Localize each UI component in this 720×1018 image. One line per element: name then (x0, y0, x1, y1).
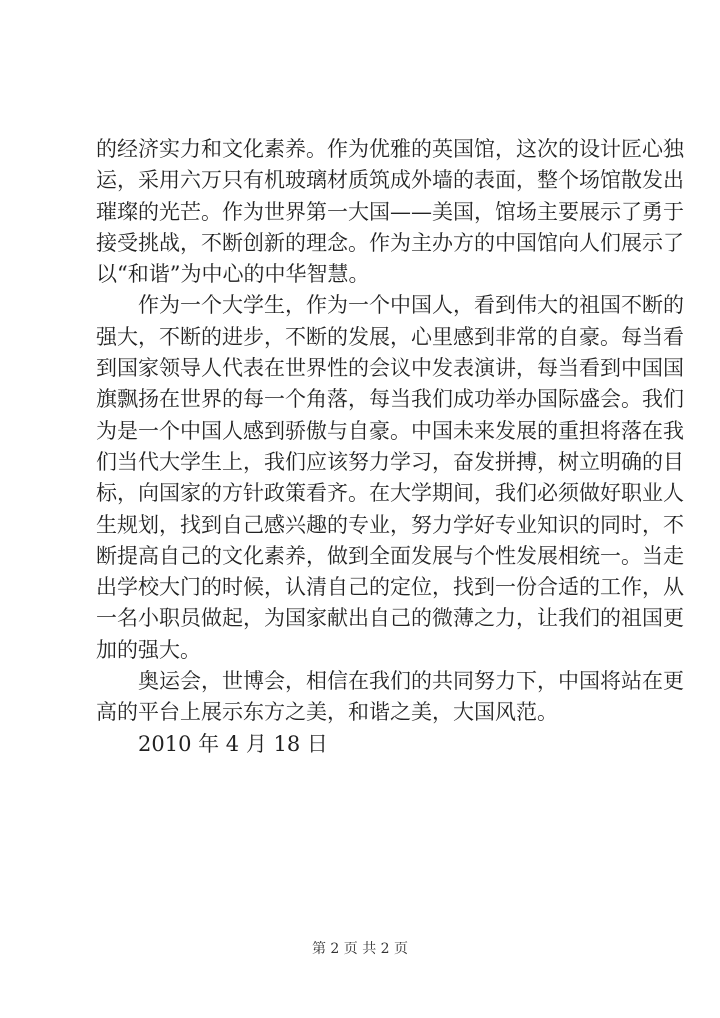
text-line: 加的强大。 (96, 637, 201, 662)
text-line: 们当代大学生上，我们应该努力学习，奋发拼搏，树立明确的目 (96, 449, 684, 474)
text-line: 璀璨的光芒。作为世界第一大国——美国，馆场主要展示了勇于 (96, 199, 684, 224)
text-line: 出学校大门的时候，认清自己的定位，找到一份合适的工作，从 (96, 575, 684, 600)
text-line: 的经济实力和文化素养。作为优雅的英国馆，这次的设计匠心独 (96, 137, 684, 161)
text-line: 作为一个大学生，作为一个中国人，看到伟大的祖国不断的 (138, 293, 684, 318)
text-line: 接受挑战，不断创新的理念。作为主办方的中国馆向人们展示了 (96, 230, 684, 255)
text-line: 生规划，找到自己感兴趣的专业，努力学好专业知识的同时，不 (96, 512, 684, 537)
text-line: 一名小职员做起，为国家献出自己的微薄之力，让我们的祖国更 (96, 606, 684, 631)
page-footer: 第 2 页 共 2 页 (311, 941, 409, 957)
text-line: 高的平台上展示东方之美，和谐之美，大国风范。 (96, 700, 558, 725)
text-line: 旗飘扬在世界的每一个角落，每当我们成功举办国际盛会。我们 (96, 387, 684, 412)
text-line: 为是一个中国人感到骄傲与自豪。中国未来发展的重担将落在我 (96, 418, 684, 443)
document-date: 2010 年 4 月 18 日 (138, 731, 328, 756)
paragraph-3 (96, 666, 684, 729)
paragraph-1 (96, 134, 684, 290)
text-line: 标，向国家的方针政策看齐。在大学期间，我们必须做好职业人 (96, 481, 684, 506)
text-line: 断提高自己的文化素养，做到全面发展与个性发展相统一。当走 (96, 543, 684, 568)
text-line: 强大，不断的进步，不断的发展，心里感到非常的自豪。每当看 (96, 324, 684, 349)
document-body (96, 134, 684, 760)
text-line: 奥运会，世博会，相信在我们的共同努力下，中国将站在更 (138, 669, 684, 694)
text-line: 到国家领导人代表在世界性的会议中发表演讲，每当看到中国国 (96, 356, 684, 381)
text-line: 以“和谐”为中心的中华智慧。 (96, 262, 370, 287)
paragraph-2 (96, 290, 684, 666)
text-line: 运，采用六万只有机玻璃材质筑成外墙的表面，整个场馆散发出 (96, 168, 684, 193)
